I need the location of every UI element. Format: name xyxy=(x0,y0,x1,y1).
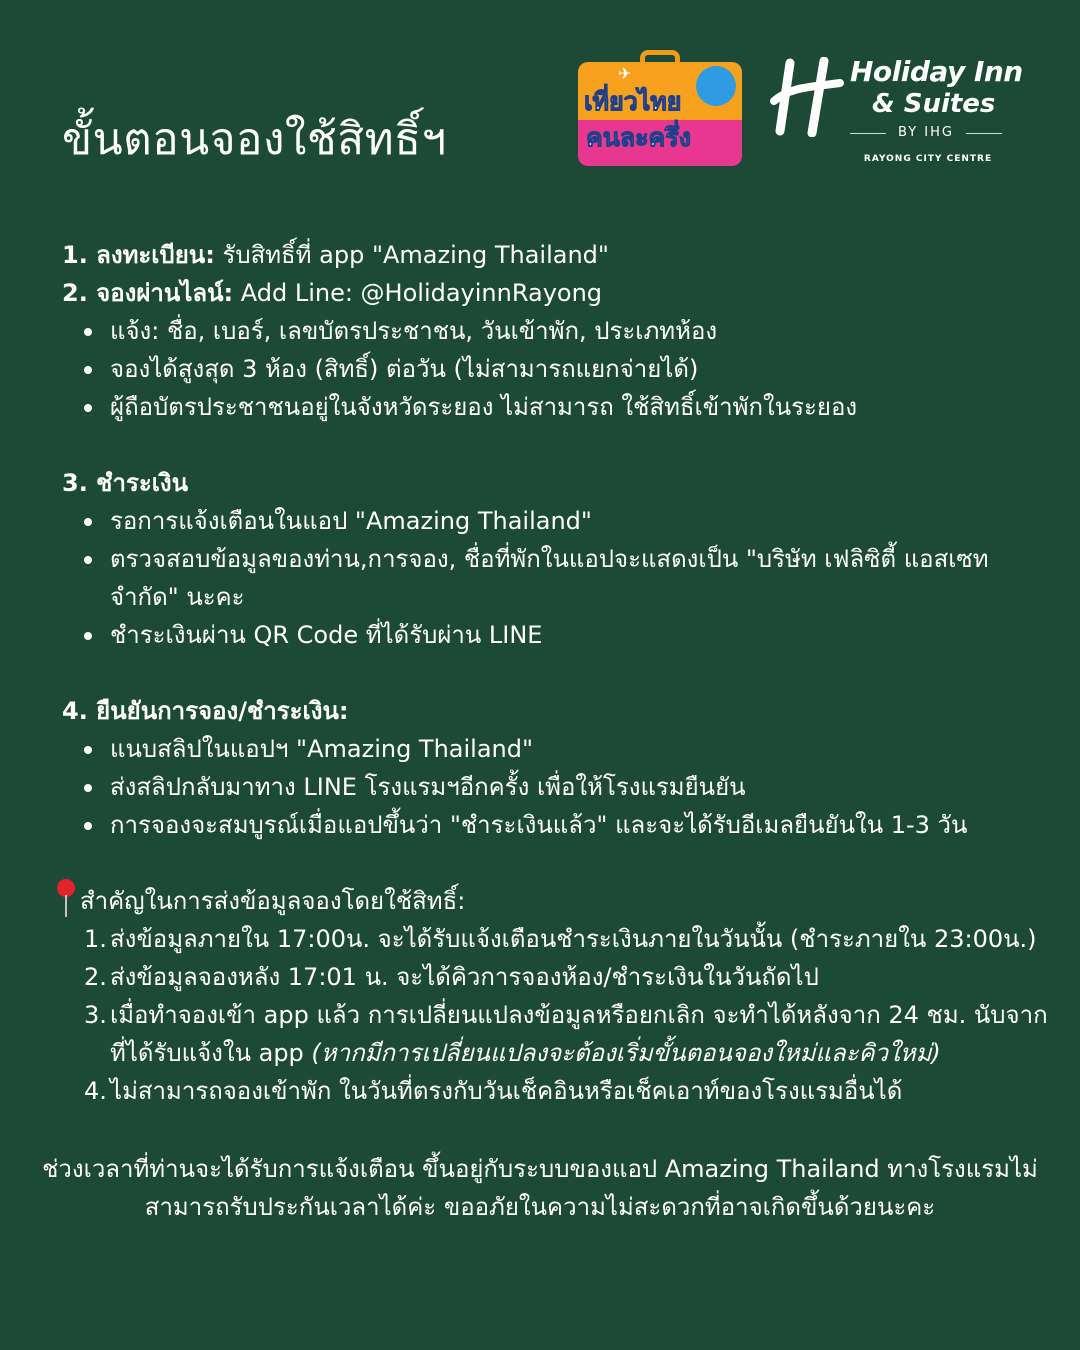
item-number: 3. xyxy=(84,1001,107,1029)
important-heading: สำคัญในการส่งข้อมูลจองโดยใช้สิทธิ์: xyxy=(80,887,466,915)
item-number: 4. xyxy=(84,1077,107,1105)
list-item: 3. เมื่อทำจองเข้า app แล้ว การเปลี่ยนแปลงข้อมูลหรือยกเลิก จะทำได้หลังจาก 24 ชม. นับจากที่ได้รับแจ้งใน app (หากมีการเปลี่ยนแปลงจะต้องเริ่มขั้นตอนจองใหม่และคิวใหม่) xyxy=(62,996,1052,1072)
list-item: ตรวจสอบข้อมูลของท่าน,การจอง, ชื่อที่พักในแอปจะแสดงเป็น "บริษัท เฟลิซิตี้ แอสเซท จำกัด" นะคะ xyxy=(62,540,1052,616)
item-number: 2. xyxy=(84,963,107,991)
list-item: แจ้ง: ชื่อ, เบอร์, เลขบัตรประชาชน, วันเข้าพัก, ประเภทห้อง xyxy=(62,312,1052,350)
step-1-label: 1. ลงทะเบียน: xyxy=(62,241,215,269)
footer-note: ช่วงเวลาที่ท่านจะได้รับการแจ้งเตือน ขึ้นอยู่กับระบบของแอป Amazing Thailand ทางโรงแรมไม่สามารถรับประกันเวลาได้ค่ะ ขออภัยในความไม่สะดวกที่อาจเกิดขึ้นด้วยนะคะ xyxy=(42,1155,1038,1221)
list-item: 4. ไม่สามารถจองเข้าพัก ในวันที่ตรงกับวันเช็คอินหรือเช็คเอาท์ของโรงแรมอื่นได้ xyxy=(62,1072,1052,1110)
hotel-name-line1: Holiday Inn xyxy=(850,55,1023,88)
list-item: 2. ส่งข้อมูลจองหลัง 17:01 น. จะได้คิวการจองห้อง/ชำระเงินในวันถัดไป xyxy=(62,958,1052,996)
step-2 xyxy=(62,274,1052,312)
step-4-label: 4. ยืนยันการจอง/ชำระเงิน: xyxy=(62,697,349,725)
list-item: 1. ส่งข้อมูลภายใน 17:00น. จะได้รับแจ้งเตือนชำระเงินภายในวันนั้น (ชำระภายใน 23:00น.) xyxy=(62,920,1052,958)
airplane-icon: ✈ xyxy=(618,64,632,83)
important-heading-row xyxy=(62,882,1052,920)
step-3-label: 3. ชำระเงิน xyxy=(62,469,189,497)
page-title: ขั้นตอนจองใช้สิทธิ์ฯ xyxy=(62,114,447,165)
campaign-logo-line1: เที่ยวไทย xyxy=(584,87,682,116)
campaign-logo-line2: คนละครึ่ง xyxy=(586,123,691,152)
step-2-bullets xyxy=(62,312,1052,426)
list-item: รอการแจ้งเตือนในแอป "Amazing Thailand" xyxy=(62,502,1052,540)
instructions xyxy=(62,236,1052,1110)
list-item: จองได้สูงสุด 3 ห้อง (สิทธิ์) ต่อวัน (ไม่สามารถแยกจ่ายได้) xyxy=(62,350,1052,388)
hotel-logo xyxy=(770,55,1023,170)
holiday-inn-h-icon xyxy=(770,57,846,137)
list-item: ผู้ถือบัตรประชาชนอยู่ในจังหวัดระยอง ไม่สามารถ ใช้สิทธิ์เข้าพักในระยอง xyxy=(62,388,1052,426)
step-4-bullets xyxy=(62,730,1052,844)
list-item: ส่งสลิปกลับมาทาง LINE โรงแรมฯอีกครั้ง เพื่อให้โรงแรมยืนยัน xyxy=(62,768,1052,806)
step-3-bullets xyxy=(62,502,1052,654)
list-item: การจองจะสมบูรณ์เมื่อแอปขึ้นว่า "ชำระเงินแล้ว" และจะได้รับอีเมลยืนยันใน 1-3 วัน xyxy=(62,806,1052,844)
list-item: ชำระเงินผ่าน QR Code ที่ได้รับผ่าน LINE xyxy=(62,616,1052,654)
step-1 xyxy=(62,236,1052,274)
pushpin-icon xyxy=(54,885,80,915)
list-item: แนบสลิปในแอปฯ "Amazing Thailand" xyxy=(62,730,1052,768)
step-2-label: 2. จองผ่านไลน์: xyxy=(62,279,234,307)
step-2-text: Add Line: @HolidayinnRayong xyxy=(233,279,603,307)
campaign-logo xyxy=(578,50,742,166)
important-list xyxy=(62,920,1052,1110)
step-1-text: รับสิทธิ์ที่ app "Amazing Thailand" xyxy=(214,241,609,269)
item-number: 1. xyxy=(84,925,107,953)
hotel-name-line2: & Suites xyxy=(872,89,996,119)
hotel-brand-by: BY IHG xyxy=(850,125,1002,140)
hotel-location: RAYONG CITY CENTRE xyxy=(863,154,993,164)
